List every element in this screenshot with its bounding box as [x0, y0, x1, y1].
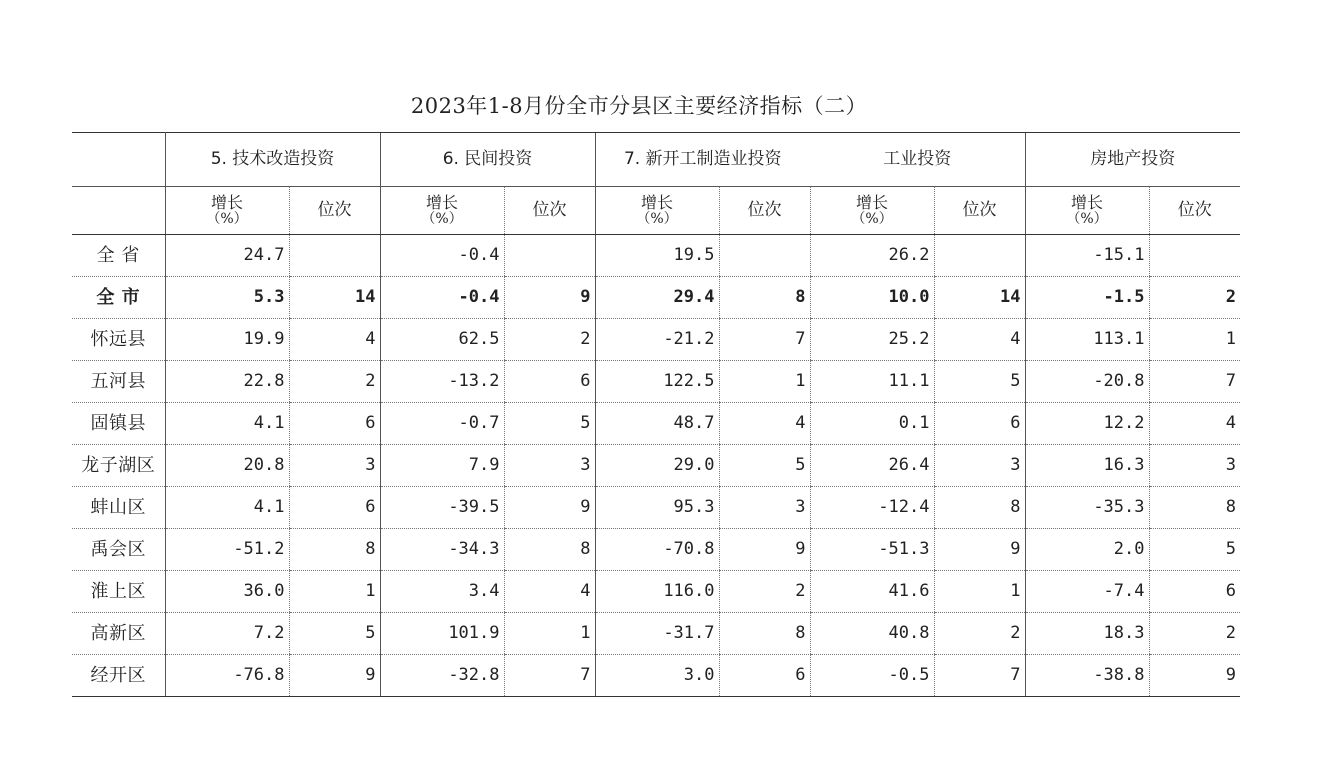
table-row — [72, 235, 1240, 277]
rank-cell: 8 — [504, 529, 595, 571]
header-growth-label: 增长 — [855, 193, 888, 212]
header-growth — [810, 187, 934, 235]
rank-cell: 5 — [934, 361, 1025, 403]
rank-cell: 14 — [289, 277, 380, 319]
header-row-groups — [72, 133, 1240, 187]
rank-cell: 3 — [719, 487, 810, 529]
rank-cell: 8 — [1149, 487, 1240, 529]
table-row — [72, 655, 1240, 697]
growth-cell: 11.1 — [810, 361, 934, 403]
growth-cell: 4.1 — [165, 403, 289, 445]
rank-cell: 7 — [719, 319, 810, 361]
rank-cell: 8 — [934, 487, 1025, 529]
growth-cell: -0.4 — [380, 277, 504, 319]
region-name: 固镇县 — [72, 403, 165, 445]
header-growth-unit: （%） — [851, 210, 893, 227]
rank-cell: 5 — [504, 403, 595, 445]
growth-cell: 0.1 — [810, 403, 934, 445]
growth-cell: -70.8 — [595, 529, 719, 571]
growth-cell: -0.5 — [810, 655, 934, 697]
growth-cell: -20.8 — [1025, 361, 1149, 403]
rank-cell: 14 — [934, 277, 1025, 319]
header-rank: 位次 — [289, 187, 380, 235]
growth-cell: 3.0 — [595, 655, 719, 697]
header-rank: 位次 — [934, 187, 1025, 235]
growth-cell: 41.6 — [810, 571, 934, 613]
region-name: 高新区 — [72, 613, 165, 655]
growth-cell: 26.2 — [810, 235, 934, 277]
rank-cell: 4 — [289, 319, 380, 361]
rank-cell: 3 — [1149, 445, 1240, 487]
rank-cell: 6 — [504, 361, 595, 403]
growth-cell: 36.0 — [165, 571, 289, 613]
header-group: 5. 技术改造投资 — [165, 133, 380, 187]
growth-cell: -32.8 — [380, 655, 504, 697]
rank-cell: 7 — [504, 655, 595, 697]
growth-cell: 29.4 — [595, 277, 719, 319]
growth-cell: 19.5 — [595, 235, 719, 277]
rank-cell: 4 — [934, 319, 1025, 361]
growth-cell: 7.9 — [380, 445, 504, 487]
rank-cell: 1 — [289, 571, 380, 613]
table-row — [72, 361, 1240, 403]
table-row — [72, 571, 1240, 613]
growth-cell: 48.7 — [595, 403, 719, 445]
growth-cell: 10.0 — [810, 277, 934, 319]
table-body — [72, 235, 1240, 697]
header-growth-label: 增长 — [210, 193, 243, 212]
rank-cell: 7 — [1149, 361, 1240, 403]
growth-cell: 101.9 — [380, 613, 504, 655]
growth-cell: 4.1 — [165, 487, 289, 529]
rank-cell: 6 — [289, 403, 380, 445]
rank-cell: 1 — [1149, 319, 1240, 361]
header-growth-label: 增长 — [425, 193, 458, 212]
growth-cell: -39.5 — [380, 487, 504, 529]
rank-cell: 5 — [1149, 529, 1240, 571]
growth-cell: 62.5 — [380, 319, 504, 361]
rank-cell: 9 — [719, 529, 810, 571]
growth-cell: -51.2 — [165, 529, 289, 571]
table-row — [72, 529, 1240, 571]
rank-cell — [934, 235, 1025, 277]
rank-cell: 2 — [719, 571, 810, 613]
header-group: 6. 民间投资 — [380, 133, 595, 187]
region-name: 经开区 — [72, 655, 165, 697]
header-growth — [165, 187, 289, 235]
growth-cell: 116.0 — [595, 571, 719, 613]
header-growth-label: 增长 — [640, 193, 673, 212]
growth-cell: -21.2 — [595, 319, 719, 361]
table-row — [72, 487, 1240, 529]
growth-cell: -51.3 — [810, 529, 934, 571]
header-growth-unit: （%） — [421, 210, 463, 227]
table-row — [72, 319, 1240, 361]
rank-cell: 1 — [504, 613, 595, 655]
header-growth-unit: （%） — [636, 210, 678, 227]
growth-cell: 5.3 — [165, 277, 289, 319]
header-growth-unit: （%） — [206, 210, 248, 227]
growth-cell: 22.8 — [165, 361, 289, 403]
header-growth-unit: （%） — [1066, 210, 1108, 227]
rank-cell: 5 — [289, 613, 380, 655]
growth-cell: 40.8 — [810, 613, 934, 655]
growth-cell: -34.3 — [380, 529, 504, 571]
growth-cell: 113.1 — [1025, 319, 1149, 361]
rank-cell: 5 — [719, 445, 810, 487]
rank-cell — [719, 235, 810, 277]
header-rank: 位次 — [504, 187, 595, 235]
header-group: 工业投资 — [810, 133, 1025, 187]
table-row — [72, 613, 1240, 655]
region-name: 蚌山区 — [72, 487, 165, 529]
growth-cell: 95.3 — [595, 487, 719, 529]
growth-cell: 122.5 — [595, 361, 719, 403]
header-corner — [72, 133, 165, 187]
growth-cell: -38.8 — [1025, 655, 1149, 697]
rank-cell: 9 — [504, 277, 595, 319]
growth-cell: 20.8 — [165, 445, 289, 487]
growth-cell: 2.0 — [1025, 529, 1149, 571]
table-row — [72, 403, 1240, 445]
rank-cell: 4 — [504, 571, 595, 613]
table-row — [72, 445, 1240, 487]
rank-cell: 9 — [504, 487, 595, 529]
page-title: 2023年1-8月份全市分县区主要经济指标（二） — [410, 94, 868, 118]
rank-cell — [1149, 235, 1240, 277]
rank-cell: 2 — [289, 361, 380, 403]
growth-cell: -7.4 — [1025, 571, 1149, 613]
region-name: 全 省 — [72, 235, 165, 277]
growth-cell: -15.1 — [1025, 235, 1149, 277]
header-rank: 位次 — [1149, 187, 1240, 235]
rank-cell: 2 — [1149, 613, 1240, 655]
header-group: 7. 新开工制造业投资 — [595, 133, 810, 187]
header-rank: 位次 — [719, 187, 810, 235]
rank-cell: 3 — [289, 445, 380, 487]
header-growth — [1025, 187, 1149, 235]
rank-cell: 3 — [504, 445, 595, 487]
header-corner — [72, 187, 165, 235]
region-name: 禹会区 — [72, 529, 165, 571]
region-name: 怀远县 — [72, 319, 165, 361]
growth-cell: -0.4 — [380, 235, 504, 277]
rank-cell: 8 — [719, 613, 810, 655]
growth-cell: 16.3 — [1025, 445, 1149, 487]
growth-cell: 25.2 — [810, 319, 934, 361]
rank-cell: 2 — [1149, 277, 1240, 319]
growth-cell: -31.7 — [595, 613, 719, 655]
header-growth — [380, 187, 504, 235]
header-row-sub — [72, 187, 1240, 235]
rank-cell: 3 — [934, 445, 1025, 487]
region-name: 龙子湖区 — [72, 445, 165, 487]
rank-cell — [289, 235, 380, 277]
rank-cell: 7 — [934, 655, 1025, 697]
growth-cell: 19.9 — [165, 319, 289, 361]
growth-cell: -13.2 — [380, 361, 504, 403]
growth-cell: 18.3 — [1025, 613, 1149, 655]
header-group: 房地产投资 — [1025, 133, 1240, 187]
rank-cell: 2 — [934, 613, 1025, 655]
growth-cell: -12.4 — [810, 487, 934, 529]
region-name: 全 市 — [72, 277, 165, 319]
growth-cell: 12.2 — [1025, 403, 1149, 445]
rank-cell: 4 — [719, 403, 810, 445]
rank-cell: 4 — [1149, 403, 1240, 445]
rank-cell: 9 — [289, 655, 380, 697]
rank-cell — [504, 235, 595, 277]
region-name: 五河县 — [72, 361, 165, 403]
rank-cell: 1 — [934, 571, 1025, 613]
growth-cell: 24.7 — [165, 235, 289, 277]
header-growth-label: 增长 — [1070, 193, 1103, 212]
growth-cell: -35.3 — [1025, 487, 1149, 529]
growth-cell: -1.5 — [1025, 277, 1149, 319]
growth-cell: -0.7 — [380, 403, 504, 445]
growth-cell: 29.0 — [595, 445, 719, 487]
growth-cell: 7.2 — [165, 613, 289, 655]
indicator-table — [72, 132, 1240, 697]
rank-cell: 8 — [289, 529, 380, 571]
rank-cell: 6 — [934, 403, 1025, 445]
growth-cell: 26.4 — [810, 445, 934, 487]
growth-cell: 3.4 — [380, 571, 504, 613]
region-name: 淮上区 — [72, 571, 165, 613]
rank-cell: 6 — [719, 655, 810, 697]
rank-cell: 8 — [719, 277, 810, 319]
rank-cell: 6 — [1149, 571, 1240, 613]
rank-cell: 6 — [289, 487, 380, 529]
rank-cell: 9 — [1149, 655, 1240, 697]
rank-cell: 2 — [504, 319, 595, 361]
rank-cell: 9 — [934, 529, 1025, 571]
header-growth — [595, 187, 719, 235]
growth-cell: -76.8 — [165, 655, 289, 697]
table-row — [72, 277, 1240, 319]
rank-cell: 1 — [719, 361, 810, 403]
